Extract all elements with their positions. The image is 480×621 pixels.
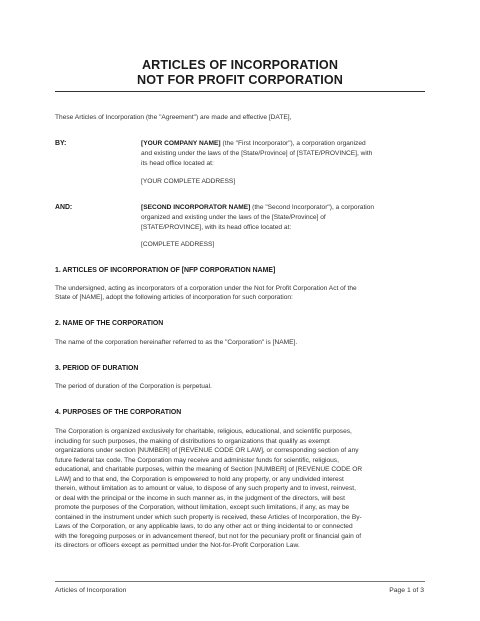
section-4-line: including for such purposes, the making of distributions to organizations that qualify as exempt: [55, 437, 330, 445]
section-4-line: therein, without limitation as to amount or value, to dispose of any such property and to invest, reinvest,: [55, 485, 356, 492]
party1-line-1-rest: (the "First Incorporator"), a corporation organized: [220, 140, 366, 147]
footer-divider: [55, 581, 425, 582]
section-4-line: educational, and charitable purposes, within the meaning of Section [NUMBER] of [REVENUE CODE OR: [55, 466, 363, 473]
section-1-line: State of [NAME], adopt the following articles of incorporation for such corporation:: [55, 294, 293, 301]
party1-line-1: [141, 139, 366, 149]
document-title-line-1: ARTICLES OF INCORPORATION: [141, 58, 339, 72]
party2-address: [COMPLETE ADDRESS]: [141, 241, 215, 248]
section-4-line: its directors or officers except as permitted under the Not-for-Profit Corporation Law.: [55, 542, 300, 549]
footer-page-number: Page 1 of 3: [389, 587, 424, 594]
party1-address: [YOUR COMPLETE ADDRESS]: [141, 178, 236, 185]
footer-document-name: Articles of Incorporation: [55, 587, 127, 594]
section-4-line: organizations under section [NUMBER] of [REVENUE CODE OR LAW], or corresponding section of any: [55, 447, 359, 454]
party2-line-3: [STATE/PROVINCE], with its head office located at:: [141, 224, 292, 231]
section-4-heading: 4. PURPOSES OF THE CORPORATION: [55, 409, 182, 416]
section-4-line: promote the purposes of the Corporation, without limitation, except such limitations, if any, as may be: [55, 504, 350, 511]
party2-line-1: [141, 203, 374, 213]
section-4-line: The Corporation is organized exclusively for charitable, religious, educational, and scientific purposes,: [55, 428, 352, 435]
section-1-heading: 1. ARTICLES OF INCORPORATION OF [NFP CORPORATION NAME]: [55, 267, 276, 274]
intro-paragraph: These Articles of Incorporation (the "Agreement") are made and effective [DATE],: [55, 114, 292, 121]
section-4-line: with the foregoing purposes or in advancement thereof, but not for the pecuniary profit or financial gain of: [55, 532, 362, 540]
section-2-line: The name of the corporation hereinafter referred to as the "Corporation" is [NAME].: [55, 339, 298, 346]
section-1-line: The undersigned, acting as incorporators of a corporation under the Not for Profit Corporation Act of the: [55, 285, 357, 292]
party2-line-2: organized and existing under the laws of the [State/Province] of: [141, 214, 326, 221]
section-4-line: future federal tax code. The Corporation may receive and administer funds for scientific, religious,: [55, 456, 339, 464]
section-3-line: The period of duration of the Corporation is perpetual.: [55, 383, 212, 390]
section-3-heading: 3. PERIOD OF DURATION: [55, 365, 139, 372]
party1-label: BY:: [55, 140, 67, 147]
party1-line-3: its head office located at:: [141, 160, 214, 167]
section-4-line: Laws of the Corporation, or any applicable laws, to do any other act or thing incidental to or connected: [55, 523, 353, 530]
section-2-heading: 2. NAME OF THE CORPORATION: [55, 320, 164, 327]
section-4-line: or deal with the principal or the income in such manner as, in the judgment of the directors, will best: [55, 494, 345, 502]
section-4-line: contained in the instrument under which such property is received, these Articles of Incorporation, the By-: [55, 513, 362, 521]
document-title-line-2: NOT FOR PROFIT CORPORATION: [137, 73, 343, 87]
party2-label: AND:: [55, 204, 73, 211]
party1-name: [YOUR COMPANY NAME]: [141, 140, 221, 147]
title-divider: [55, 91, 425, 92]
party1-line-2: and existing under the laws of the [State/Province] of [STATE/PROVINCE], with: [141, 150, 373, 157]
section-4-line: LAW] and to that end, the Corporation is empowered to hold any property, or any undivided interest: [55, 475, 344, 483]
party2-line-1-rest: (the "Second Incorporator"), a corporation: [250, 204, 375, 211]
party2-name: [SECOND INCORPORATOR NAME]: [141, 204, 251, 211]
